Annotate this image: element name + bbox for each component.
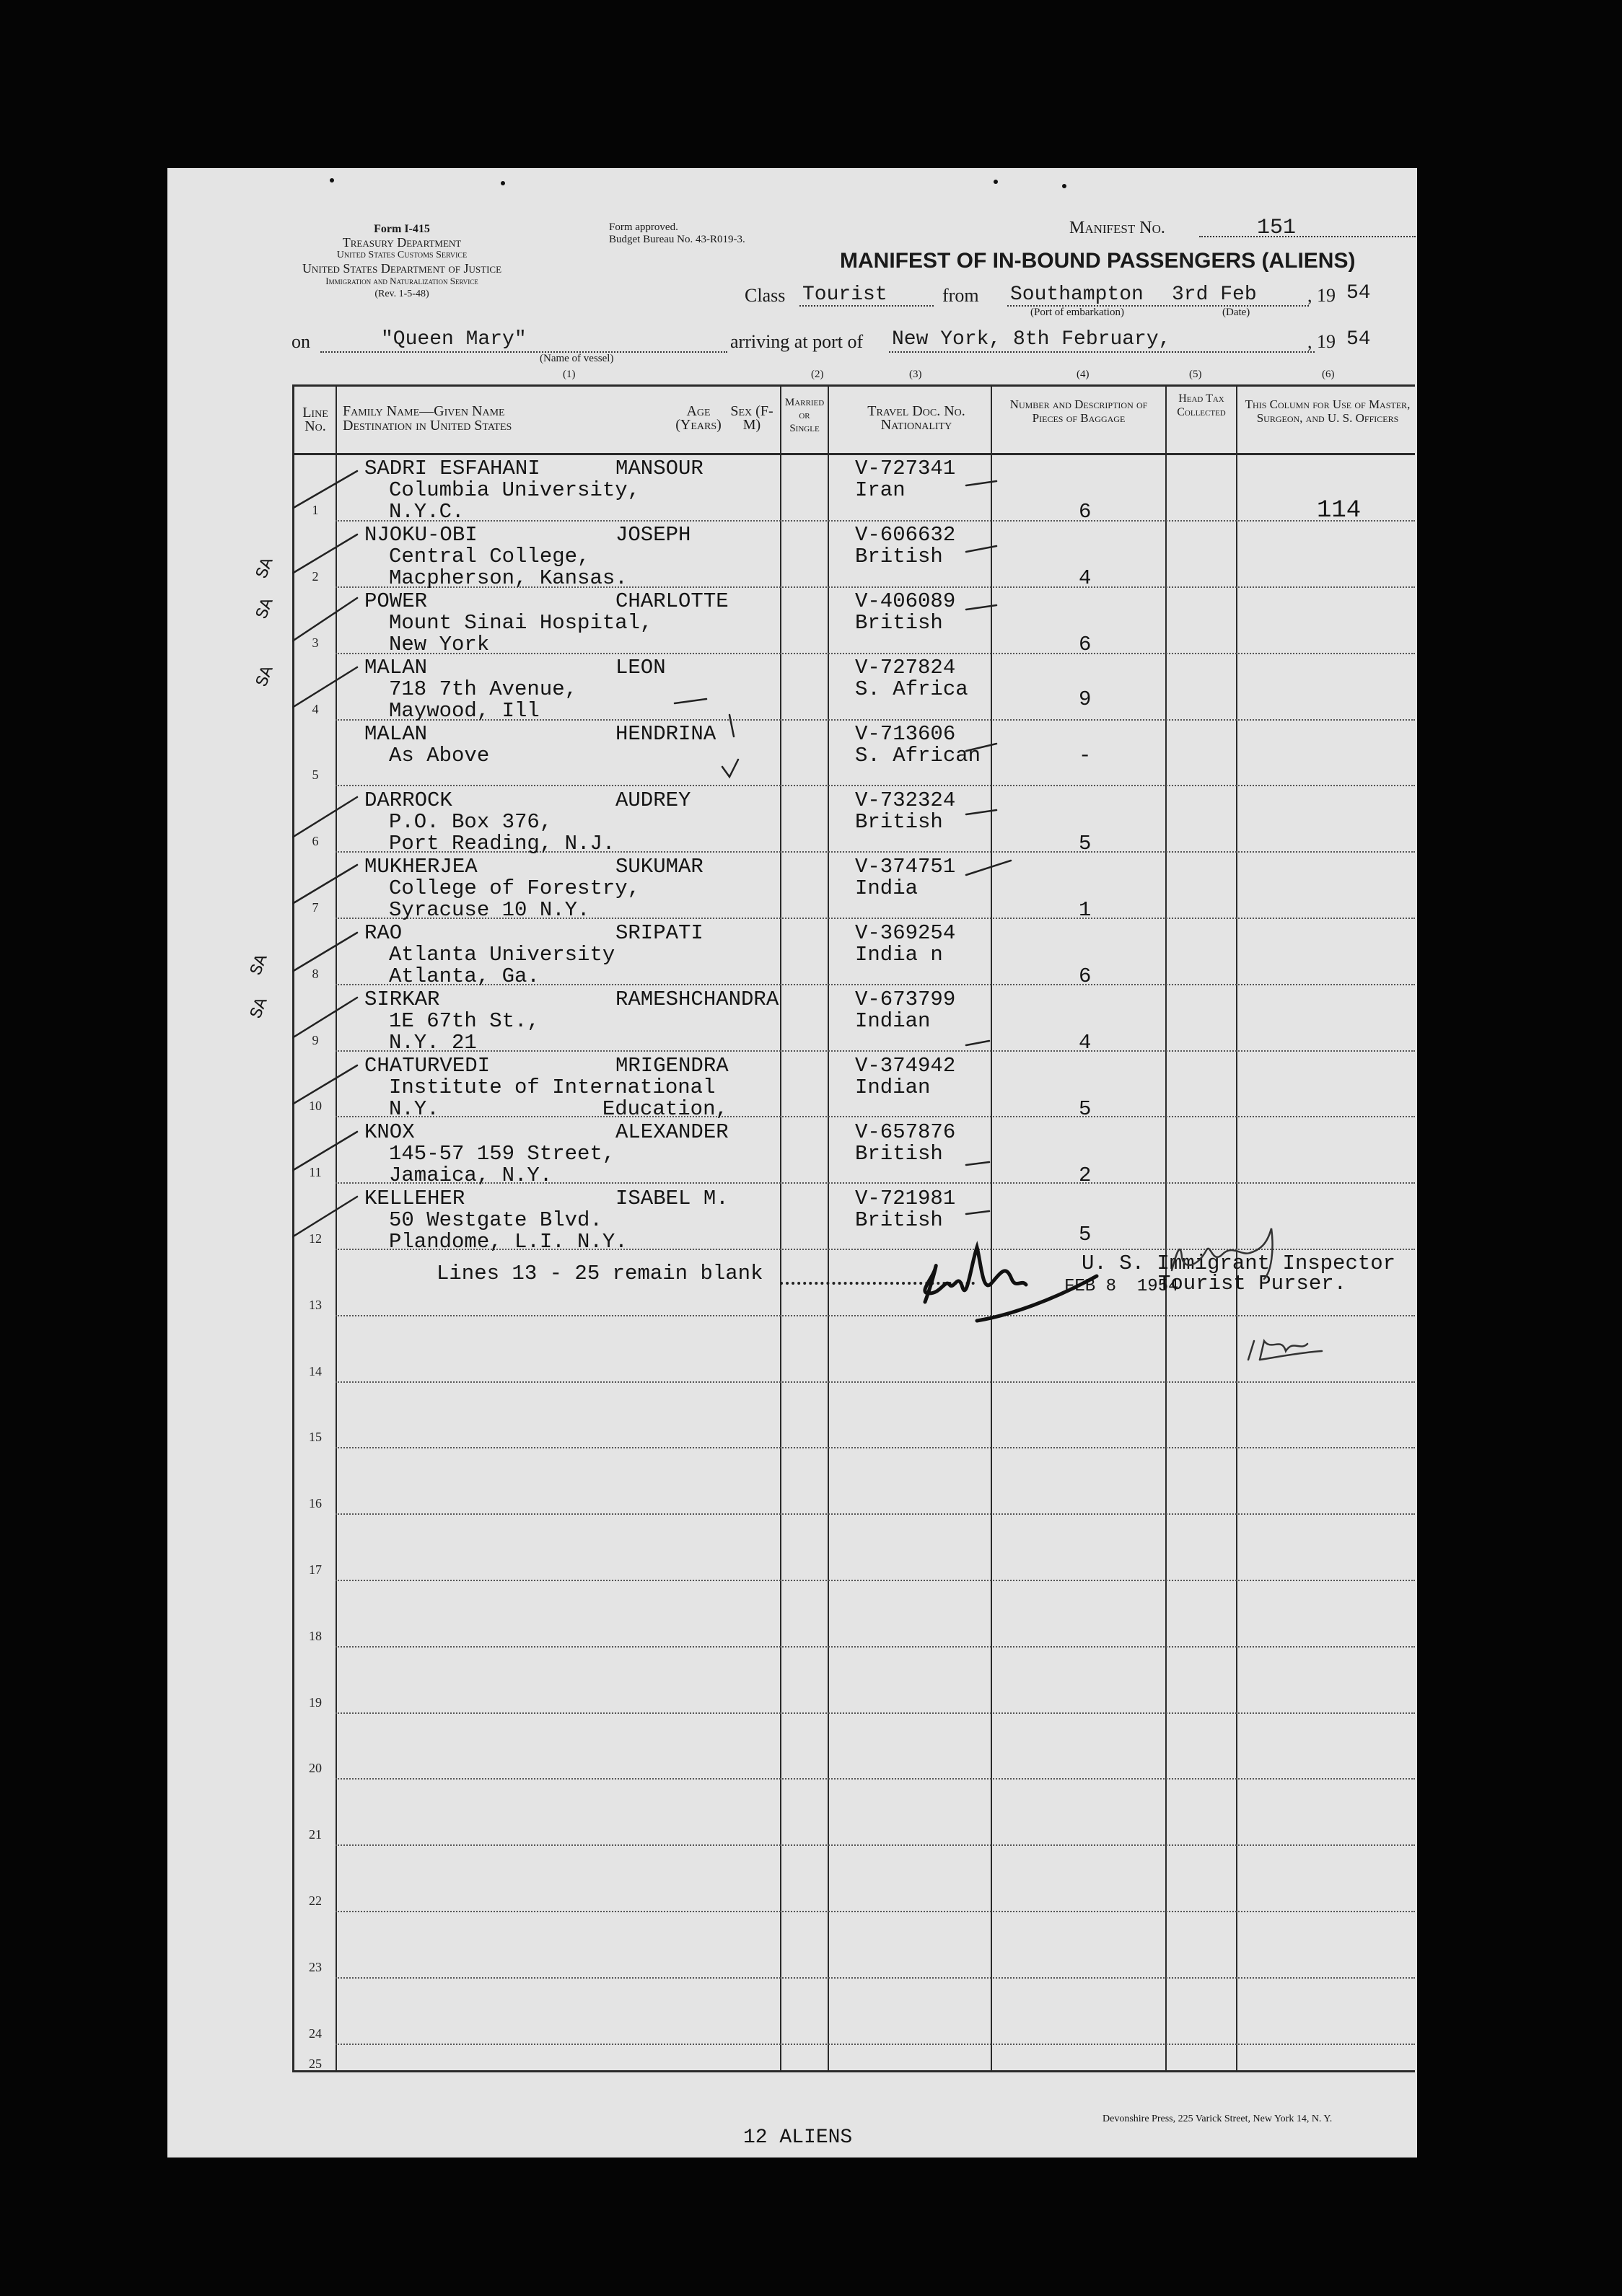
- passenger-row: [292, 1122, 1415, 1188]
- destination-line-2: Macpherson, Kansas.: [389, 566, 628, 590]
- line-number: 19: [309, 1695, 322, 1710]
- header-officers: This Column for Use of Master, Surgeon, and U. S. Officers: [1245, 397, 1411, 425]
- destination-line-2: Port Reading, N.J.: [389, 832, 615, 855]
- baggage-count: -: [1079, 744, 1092, 767]
- from-label: from: [942, 285, 979, 306]
- passenger-row: [292, 923, 1415, 989]
- line-number: 12: [309, 1231, 322, 1246]
- given-name: MRIGENDRA: [615, 1054, 729, 1078]
- destination-line-2: Plandome, L.I. N.Y.: [389, 1230, 628, 1254]
- row-rule: [336, 1315, 1415, 1316]
- row-rule: [336, 1778, 1415, 1780]
- line-number: 23: [309, 1960, 322, 1974]
- line-number: 1: [312, 503, 319, 517]
- speck: [330, 178, 334, 182]
- speck: [1062, 184, 1066, 188]
- nationality: India: [855, 876, 919, 900]
- passenger-row: [292, 790, 1415, 856]
- travel-doc-number: V-673799: [855, 988, 956, 1011]
- manifest-page: [167, 168, 1417, 2158]
- family-name: SIRKAR: [364, 988, 440, 1011]
- treasury-label: Treasury Department: [342, 235, 462, 250]
- family-name: POWER: [364, 589, 428, 613]
- speck: [501, 181, 505, 185]
- destination-line-1: College of Forestry,: [389, 876, 641, 900]
- date-caption: (Date): [1222, 307, 1250, 318]
- vessel-field-line: [320, 351, 727, 353]
- blank-lines-note: Lines 13 - 25 remain blank: [437, 1262, 763, 1285]
- arrival-year-suffix: 54: [1346, 328, 1371, 351]
- line-number: 10: [309, 1099, 322, 1113]
- travel-doc-number: V-374942: [855, 1054, 956, 1078]
- nationality: British: [855, 810, 943, 834]
- travel-doc-number: V-721981: [855, 1187, 956, 1210]
- passenger-row: [292, 1055, 1415, 1122]
- nationality: British: [855, 1208, 943, 1232]
- line-number: 25: [309, 2057, 322, 2071]
- destination-line-2: Atlanta, Ga.: [389, 964, 540, 988]
- destination-line-1: 50 Westgate Blvd.: [389, 1208, 602, 1232]
- destination-line-2: New York: [389, 633, 490, 656]
- departure-date: 3rd Feb: [1172, 283, 1257, 306]
- family-name: SADRI ESFAHANI: [364, 457, 540, 480]
- form-header: [268, 223, 535, 301]
- form-number: Form I-415: [374, 223, 430, 235]
- header-age: Age (Years): [675, 403, 722, 433]
- baggage-count: 6: [1079, 964, 1092, 988]
- destination-line-1: P.O. Box 376,: [389, 810, 553, 834]
- header-destination: Destination in United States: [343, 418, 512, 434]
- given-name: SUKUMAR: [615, 855, 703, 879]
- nationality: Indian: [855, 1009, 931, 1033]
- header-line-no: Line No.: [302, 405, 328, 434]
- purser-title: Tourist Purser.: [1158, 1272, 1347, 1296]
- row-rule: [336, 1513, 1415, 1515]
- arrival-year-prefix: , 19: [1307, 331, 1336, 352]
- column-number: (6): [1322, 369, 1335, 380]
- manifest-number: 151: [1257, 216, 1297, 240]
- travel-doc-number: V-713606: [855, 722, 956, 746]
- line-number: 20: [309, 1761, 322, 1775]
- family-name: MALAN: [364, 656, 428, 679]
- ins-label: Immigration and Naturalization Service: [325, 276, 478, 286]
- blank-note-leader: [780, 1282, 975, 1285]
- destination-line-2: N.Y. 21: [389, 1031, 477, 1055]
- speck: [994, 180, 998, 184]
- officer-note: 114: [1317, 497, 1362, 524]
- line-number: 4: [312, 702, 319, 716]
- nationality: Indian: [855, 1076, 931, 1099]
- destination-line-1: Mount Sinai Hospital,: [389, 611, 653, 635]
- row-rule: [336, 1646, 1415, 1648]
- inspector-title: U. S. Immigrant Inspector: [1082, 1252, 1396, 1275]
- nationality: Iran: [855, 478, 906, 502]
- inspection-stamp-date: FEB 8 1954: [1064, 1277, 1179, 1296]
- header-married: Married or Single: [784, 397, 825, 434]
- travel-doc-number: V-406089: [855, 589, 956, 613]
- passenger-row: [292, 856, 1415, 923]
- baggage-count: 5: [1079, 832, 1092, 855]
- travel-doc-number: V-657876: [855, 1120, 956, 1144]
- line-number: 16: [309, 1496, 322, 1510]
- year-prefix: , 19: [1307, 285, 1336, 306]
- given-name: RAMESHCHANDRA: [615, 988, 779, 1011]
- given-name: ALEXANDER: [615, 1120, 729, 1144]
- passenger-row: [292, 657, 1415, 723]
- header-travel-doc: Travel Doc. No. Nationality: [867, 403, 965, 433]
- nationality: S. African: [855, 744, 981, 767]
- column-number: (3): [909, 369, 922, 380]
- given-name: LEON: [615, 656, 666, 679]
- destination-line-2: N.Y. Education,: [389, 1097, 728, 1121]
- baggage-count: 9: [1079, 687, 1092, 711]
- destination-line-2: N.Y.C.: [389, 500, 465, 524]
- passenger-row: [292, 591, 1415, 657]
- destination-line-1: Central College,: [389, 545, 590, 568]
- line-number: 7: [312, 900, 319, 915]
- nationality: British: [855, 545, 943, 568]
- given-name: ISABEL M.: [615, 1187, 729, 1210]
- line-number: 11: [309, 1165, 322, 1179]
- arrival-port-date: New York, 8th February,: [892, 328, 1171, 351]
- baggage-count: 4: [1079, 1031, 1092, 1055]
- row-rule: [336, 1844, 1415, 1846]
- travel-doc-number: V-369254: [855, 921, 956, 945]
- line-number: 5: [312, 767, 319, 782]
- destination-line-2: Maywood, Ill: [389, 699, 540, 723]
- family-name: KNOX: [364, 1120, 415, 1144]
- header-divider: [292, 453, 1415, 455]
- customs-label: United States Customs Service: [336, 250, 468, 260]
- line-number: 21: [309, 1827, 322, 1842]
- arrival-field-line: [889, 351, 1315, 353]
- family-name: CHATURVEDI: [364, 1054, 491, 1078]
- baggage-count: 6: [1079, 500, 1092, 524]
- baggage-count: 2: [1079, 1164, 1092, 1187]
- manifest-number-line: [1199, 236, 1416, 237]
- line-number: 3: [312, 635, 319, 650]
- baggage-count: 4: [1079, 566, 1092, 590]
- line-number: 15: [309, 1430, 322, 1444]
- header-sex: Sex (F-M): [730, 403, 773, 433]
- nationality: India n: [855, 943, 943, 967]
- approval-label: Form approved.: [609, 221, 678, 233]
- margin-mark: SA: [247, 951, 273, 978]
- row-rule: [336, 2044, 1415, 2045]
- destination-line-1: Atlanta University: [389, 943, 615, 967]
- travel-doc-number: V-727824: [855, 656, 956, 679]
- line-number: 17: [309, 1562, 322, 1577]
- destination-line-1: 1E 67th St.,: [389, 1009, 540, 1033]
- line-number: 24: [309, 2026, 322, 2041]
- passenger-row: [292, 524, 1415, 591]
- given-name: HENDRINA: [615, 722, 716, 746]
- family-name: NJOKU-OBI: [364, 523, 478, 547]
- year-suffix: 54: [1346, 282, 1371, 304]
- destination-line-2: Syracuse 10 N.Y.: [389, 898, 590, 922]
- given-name: MANSOUR: [615, 457, 703, 480]
- nationality: British: [855, 1142, 943, 1166]
- line-number: 2: [312, 569, 319, 584]
- family-name: MUKHERJEA: [364, 855, 478, 879]
- header-baggage: Number and Description of Pieces of Baggage: [1009, 397, 1148, 425]
- manifest-table: [292, 384, 1415, 2072]
- revision-label: (Rev. 1-5-48): [374, 289, 429, 299]
- arriving-label: arriving at port of: [730, 331, 864, 352]
- line-number: 14: [309, 1364, 322, 1378]
- line-number: 18: [309, 1629, 322, 1643]
- given-name: AUDREY: [615, 788, 691, 812]
- passenger-row: [292, 989, 1415, 1055]
- destination-line-1: Institute of International: [389, 1076, 716, 1099]
- header-name: Family Name—Given Name: [343, 403, 505, 419]
- page-title: MANIFEST OF IN-BOUND PASSENGERS (ALIENS): [840, 249, 1356, 273]
- given-name: JOSEPH: [615, 523, 691, 547]
- justice-label: United States Department of Justice: [302, 261, 502, 276]
- baggage-count: 5: [1079, 1097, 1092, 1121]
- destination-line-1: 718 7th Avenue,: [389, 677, 578, 701]
- family-name: KELLEHER: [364, 1187, 465, 1210]
- column-number: (4): [1077, 369, 1090, 380]
- destination-line-1: 145-57 159 Street,: [389, 1142, 615, 1166]
- family-name: MALAN: [364, 722, 428, 746]
- row-rule: [336, 1580, 1415, 1581]
- class-label: Class: [745, 285, 786, 306]
- vessel-name: "Queen Mary": [381, 328, 527, 351]
- manifest-label: Manifest No.: [1069, 219, 1165, 237]
- budget-label: Budget Bureau No. 43-R019-3.: [609, 234, 745, 245]
- travel-doc-number: V-732324: [855, 788, 956, 812]
- nationality: British: [855, 611, 943, 635]
- column-number: (1): [563, 369, 576, 380]
- port-caption: (Port of embarkation): [1030, 307, 1124, 318]
- row-rule: [336, 1381, 1415, 1383]
- passenger-row: [292, 458, 1415, 524]
- margin-mark: SA: [253, 663, 279, 690]
- travel-doc-number: V-727341: [855, 457, 956, 480]
- travel-doc-number: V-374751: [855, 855, 956, 879]
- approval-block: [609, 221, 745, 246]
- passenger-row: [292, 723, 1415, 790]
- line-number: 13: [309, 1298, 322, 1312]
- margin-mark: SA: [253, 595, 279, 622]
- row-rule: [336, 1911, 1415, 1912]
- destination-line-1: As Above: [389, 744, 490, 767]
- on-label: on: [291, 331, 310, 352]
- from-value: Southampton: [1010, 283, 1144, 306]
- row-rule: [336, 1447, 1415, 1448]
- family-name: RAO: [364, 921, 403, 945]
- total-aliens: 12 ALIENS: [743, 2126, 853, 2149]
- baggage-count: 5: [1079, 1223, 1092, 1246]
- travel-doc-number: V-606632: [855, 523, 956, 547]
- margin-mark: SA: [253, 555, 279, 581]
- printer-imprint: Devonshire Press, 225 Varick Street, New York 14, N. Y.: [1102, 2114, 1333, 2124]
- column-number: (2): [811, 369, 824, 380]
- given-name: CHARLOTTE: [615, 589, 729, 613]
- row-rule: [336, 1712, 1415, 1714]
- column-number: (5): [1189, 369, 1202, 380]
- margin-mark: SA: [247, 995, 273, 1021]
- baggage-count: 6: [1079, 633, 1092, 656]
- baggage-count: 1: [1079, 898, 1092, 922]
- class-value: Tourist: [802, 283, 887, 306]
- nationality: S. Africa: [855, 677, 968, 701]
- destination-line-2: Jamaica, N.Y.: [389, 1164, 553, 1187]
- line-number: 8: [312, 967, 319, 981]
- line-number: 9: [312, 1033, 319, 1047]
- passenger-row: [292, 1188, 1415, 1254]
- line-number: 6: [312, 834, 319, 848]
- line-number: 22: [309, 1893, 322, 1908]
- destination-line-1: Columbia University,: [389, 478, 641, 502]
- given-name: SRIPATI: [615, 921, 703, 945]
- row-rule: [336, 1977, 1415, 1979]
- vessel-caption: (Name of vessel): [540, 353, 614, 364]
- header-head-tax: Head Tax Collected: [1177, 392, 1226, 418]
- family-name: DARROCK: [364, 788, 452, 812]
